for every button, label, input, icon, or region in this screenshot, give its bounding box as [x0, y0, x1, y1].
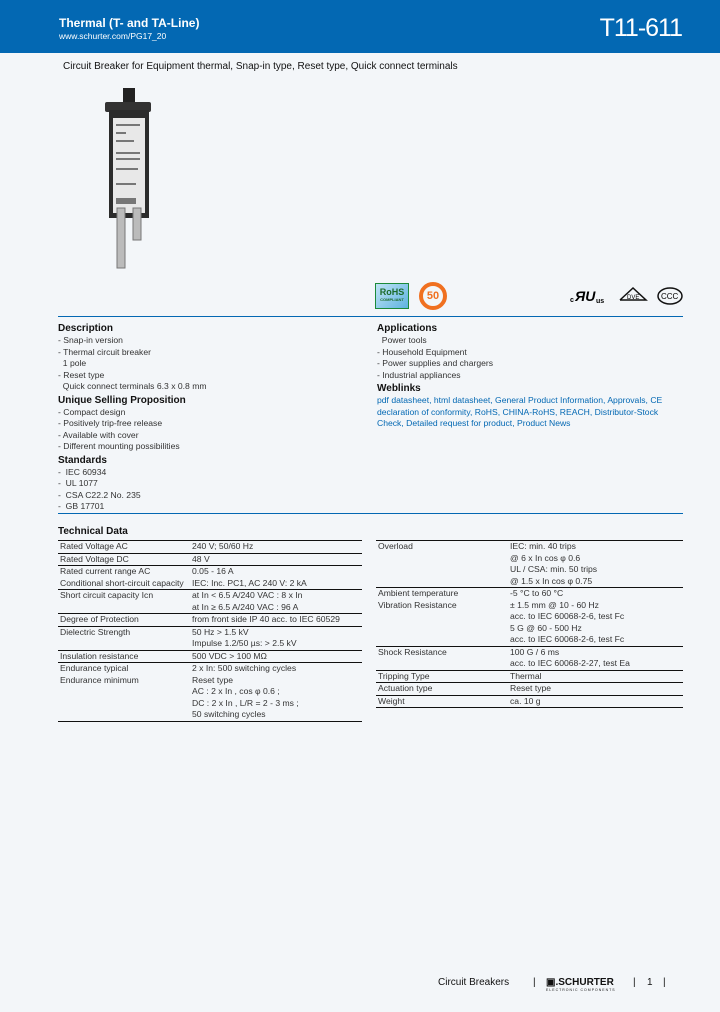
footer-category: Circuit Breakers: [438, 977, 510, 988]
row-value: 50 Hz > 1.5 kV Impulse 1.2/50 µs: > 2.5 kV: [190, 626, 362, 650]
footer-brand-logo: ▣.SCHURTER ELECTRONIC COMPONENTS: [546, 977, 616, 992]
footer-separator: |: [663, 977, 666, 988]
header-bar: [0, 0, 720, 53]
right-info-column: [377, 321, 687, 430]
row-label: Dielectric Strength: [58, 626, 190, 650]
weblink[interactable]: General Product Information: [495, 395, 603, 405]
table-row: [376, 541, 683, 588]
weblink[interactable]: RoHS: [474, 406, 498, 417]
technical-data-table-left: [58, 540, 362, 722]
row-label: Conditional short-circuit capacity: [58, 578, 190, 590]
application-item: - Industrial appliances: [377, 369, 461, 380]
row-value: IEC: Inc. PC1, AC 240 V: 2 kA: [190, 578, 362, 590]
row-label: Rated current range AC: [60, 566, 151, 576]
applications-list: [377, 335, 687, 381]
row-value: 500 VDC > 100 MΩ: [190, 650, 362, 663]
product-subtitle: Circuit Breaker for Equipment thermal, Snap-in type, Reset type, Quick connect terminals: [63, 61, 458, 72]
row-label: Vibration Resistance: [376, 600, 508, 647]
row-value: ± 1.5 mm @ 10 - 60 Hz acc. to IEC 60068-2-6, test Fc 5 G @ 60 - 500 Hz acc. to IEC 60068-2-6, test Fc: [508, 600, 683, 647]
table-row: [58, 675, 362, 722]
weblinks-heading: Weblinks: [377, 383, 421, 394]
footer-separator: |: [633, 977, 636, 988]
usp-item: - Positively trip-free release: [58, 418, 163, 428]
row-label: Ambient temperature: [378, 588, 459, 598]
svg-text:us: us: [596, 298, 605, 305]
row-label: Insulation resistance: [58, 650, 190, 663]
table-row: [58, 614, 362, 627]
technical-data-heading: Technical Data: [58, 526, 128, 537]
table-row: [58, 650, 362, 663]
row-label: Degree of Protection: [58, 614, 190, 627]
row-label: Endurance minimum: [58, 675, 190, 722]
svg-text:DVE: DVE: [627, 295, 640, 301]
svg-text:c: c: [570, 297, 574, 304]
standard-item: - UL 1077: [58, 478, 98, 488]
header-url[interactable]: www.schurter.com/PG17_20: [59, 31, 167, 41]
standards-heading: Standards: [58, 454, 107, 466]
row-value: IEC: min. 40 trips @ 6 x In cos φ 0.6 UL / CSA: min. 50 trips @ 1.5 x In cos φ 0.75: [508, 541, 683, 588]
row-label: Rated Voltage AC: [58, 541, 190, 554]
description-list: [58, 335, 358, 393]
row-value: 240 V; 50/60 Hz: [190, 541, 362, 554]
row-label: Weight: [376, 695, 508, 708]
row-label: Short circuit capacity Icn: [58, 590, 190, 614]
applications-heading: Applications: [377, 323, 438, 334]
svg-text:CCC: CCC: [661, 292, 679, 301]
compliance-marks: [375, 282, 447, 310]
table-row: [376, 695, 683, 708]
table-row: [58, 663, 362, 675]
weblink[interactable]: Product News: [516, 418, 571, 428]
header-title: Thermal (T- and TA-Line): [59, 16, 200, 30]
china-rohs-50-icon: 50: [419, 282, 447, 310]
ul-cul-icon: [570, 287, 610, 305]
weblink[interactable]: Distributor-Stock Check: [377, 406, 659, 428]
table-row: [58, 566, 362, 578]
table-row: [58, 590, 362, 614]
section-divider: [58, 513, 683, 514]
description-item: 1 pole: [58, 358, 87, 368]
row-value: ca. 10 g: [508, 695, 683, 708]
table-row: [376, 588, 683, 600]
description-item: - Thermal circuit breaker: [58, 346, 151, 357]
weblinks-list: pdf datasheet, html datasheet, General Product Information, Approvals, CE declaration of conformity, RoHS, CHINA-RoHS, REACH, Distributor-Stock Check, Detailed request for product, Product News: [377, 395, 663, 428]
row-label: Actuation type: [376, 683, 508, 696]
row-label: Rated Voltage DC: [58, 553, 190, 566]
section-divider: [58, 316, 683, 317]
table-row: [58, 626, 362, 650]
table-row: [376, 600, 683, 647]
weblink[interactable]: Approvals: [607, 395, 646, 405]
row-label: Tripping Type: [376, 670, 508, 683]
table-row: [376, 670, 683, 683]
usp-item: - Different mounting possibilities: [58, 441, 180, 451]
svg-text:ЯU: ЯU: [575, 288, 596, 304]
description-item: Quick connect terminals 6.3 x 0.8 mm: [58, 381, 207, 391]
row-label: Endurance typical: [60, 663, 129, 673]
vde-icon: [618, 286, 648, 306]
ccc-icon: [656, 286, 684, 306]
row-value: from front side IP 40 acc. to IEC 60529: [190, 614, 362, 627]
standard-item: - GB 17701: [58, 501, 105, 511]
weblink[interactable]: Detailed request for product: [406, 418, 513, 428]
table-row: [376, 646, 683, 670]
product-number: T11-611: [599, 14, 682, 42]
technical-data-table-right: [376, 540, 683, 708]
usp-item: - Compact design: [58, 406, 126, 417]
row-value: Thermal: [508, 670, 683, 683]
description-item: - Reset type: [58, 369, 105, 380]
product-image: [95, 88, 175, 278]
weblink[interactable]: REACH: [559, 406, 590, 417]
row-label: Shock Resistance: [376, 646, 508, 670]
usp-list: [58, 407, 358, 453]
usp-heading: Unique Selling Proposition: [58, 394, 186, 406]
weblink[interactable]: CE declaration of conformity: [377, 395, 663, 417]
table-row: [58, 541, 362, 554]
certification-marks: [570, 286, 684, 306]
standard-item: - IEC 60934: [58, 466, 107, 477]
row-value: at In < 6.5 A/240 VAC : 8 x In at In ≥ 6.5 A/240 VAC : 96 A: [190, 590, 362, 614]
weblink[interactable]: pdf datasheet: [377, 395, 430, 405]
table-row: [58, 578, 362, 590]
application-item: - Household Equipment: [377, 346, 467, 357]
weblink[interactable]: CHINA-RoHS: [502, 406, 556, 417]
description-item: - Snap-in version: [58, 335, 123, 345]
page-number: 1: [647, 977, 653, 988]
footer-separator: |: [533, 977, 536, 988]
description-heading: Description: [58, 323, 114, 334]
application-item: Power tools: [377, 335, 427, 345]
row-value: Reset type: [508, 683, 683, 696]
weblink[interactable]: html datasheet: [433, 395, 491, 405]
table-row: [58, 553, 362, 566]
row-value: 100 G / 6 ms acc. to IEC 60068-2-27, test Ea: [508, 646, 683, 670]
row-value: 48 V: [190, 553, 362, 566]
application-item: - Power supplies and chargers: [377, 358, 494, 368]
standard-item: - CSA C22.2 No. 235: [58, 489, 141, 500]
standards-list: [58, 467, 358, 513]
row-value: -5 °C to 60 °C: [510, 588, 564, 598]
rohs-logo: RoHS COMPLIANT: [375, 283, 409, 309]
left-info-column: [58, 321, 358, 513]
table-row: [376, 683, 683, 696]
row-value: 0.05 - 16 A: [192, 566, 234, 576]
row-label: Overload: [376, 541, 508, 588]
row-value: 2 x In: 500 switching cycles: [192, 663, 297, 673]
usp-item: - Available with cover: [58, 429, 139, 440]
row-value: Reset type AC : 2 x In , cos φ 0.6 ; DC : 2 x In , L/R = 2 - 3 ms ; 50 switching cycles: [190, 675, 362, 722]
